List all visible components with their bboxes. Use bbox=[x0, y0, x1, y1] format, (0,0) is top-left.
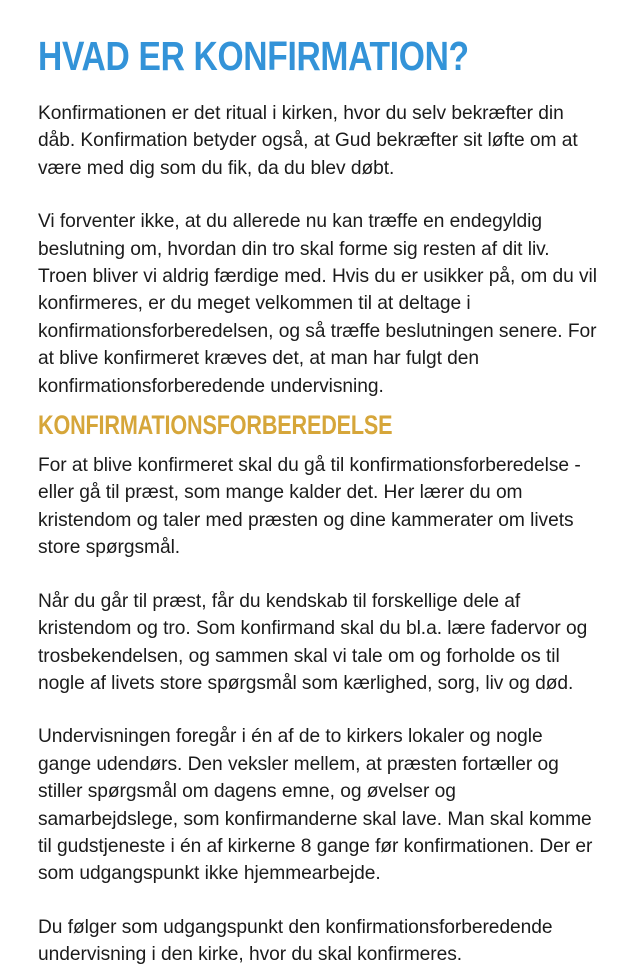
paragraph: Konfirmationen er det ritual i kirken, hvor du selv bekræfter din dåb. Konfirmation betyder også, at Gud bekræfter sit løfte om at være med dig som du fik, da du blev døbt. bbox=[38, 103, 578, 179]
paragraph: Når du går til præst, får du kendskab til forskellige dele af kristendom og tro. Som konfirmand skal du bl.a. lære fadervor og trosbekendelsen, og sammen skal vi tale om og forholde os til nogle af livets store spørgsmål som kærlighed, sorg, liv og død. bbox=[38, 590, 588, 694]
paragraph: Undervisningen foregår i én af de to kirkers lokaler og nogle gange udendørs. Den veksler mellem, at præsten fortæller og stiller spørgsmål om dagens emne, og øvelser og samarbejdslege, som konfirmanderne skal lave. Man skal komme til gudstjeneste i én af kirkerne 8 gange før konfirmationen. Der er som udgangspunkt ikke hjemmearbejde. bbox=[38, 726, 593, 885]
paragraph: For at blive konfirmeret skal du gå til konfirmationsforberedelse - eller gå til præst, som mange kalder det. Her lærer du om kristendom og taler med præsten og dine kammerater om livets store spørgsmål. bbox=[38, 455, 581, 559]
paragraph: Du følger som udgangspunkt den konfirmationsforberedende undervisning i den kirke, hvor du skal konfirmeres. bbox=[38, 916, 553, 966]
paragraph: Vi forventer ikke, at du allerede nu kan træffe en endegyldig beslutning om, hvordan din tro skal forme sig resten af dit liv. Troen bliver vi aldrig færdige med. Hvis du er usikker på, om du vil konfirmeres, er du meget velkommen til at deltage i konfirmationsforberedelsen, og så træffe beslutningen senere. For at blive konfirmeret kræves det, at man har fulgt den konfirmationsforberedende undervisning. bbox=[38, 211, 597, 397]
intro-section bbox=[38, 100, 600, 400]
section-heading-konfirmationsforberedelse: KONFIRMATIONSFORBEREDELSE bbox=[38, 410, 393, 441]
page-title: HVAD ER KONFIRMATION? bbox=[38, 33, 469, 79]
section-body bbox=[38, 452, 600, 969]
